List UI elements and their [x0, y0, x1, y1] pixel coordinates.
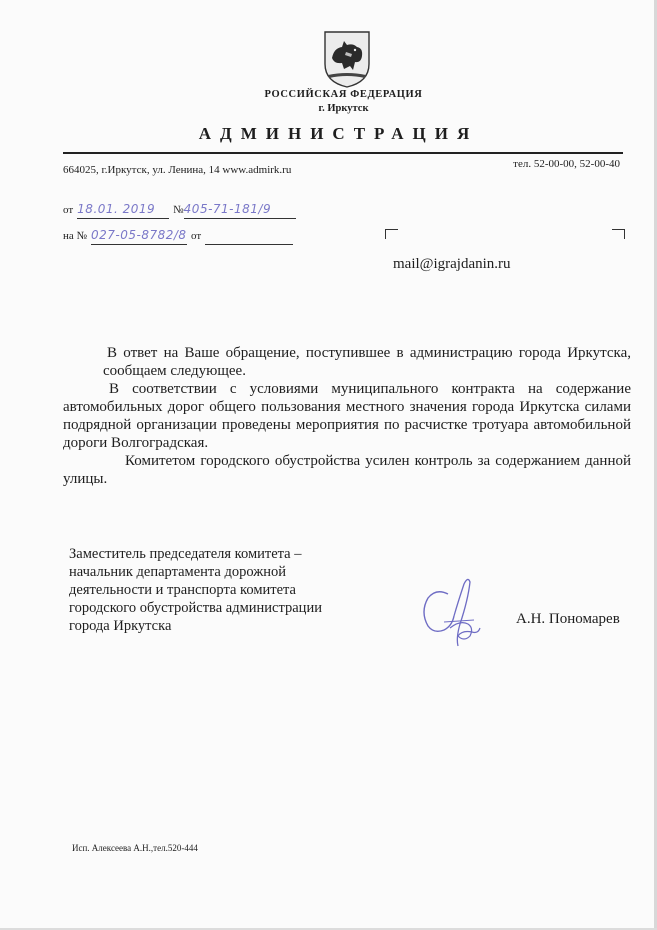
- reference-number-label: на №: [63, 230, 88, 242]
- signatory-position: [69, 545, 322, 635]
- body-paragraph: В ответ на Ваше обращение, поступившее в администрацию города Иркутска, сообщаем следующее.: [103, 345, 631, 379]
- position-line: начальник департамента дорожной: [69, 564, 287, 580]
- country-name: РОССИЙСКАЯ ФЕДЕРАЦИЯ: [264, 89, 423, 100]
- body-paragraph: Комитетом городского обустройства усилен контроль за содержанием данной улицы.: [63, 453, 631, 487]
- position-line: деятельности и транспорта комитета: [69, 582, 296, 598]
- reference-date-label: от: [191, 230, 202, 242]
- position-line: Заместитель председателя комитета –: [69, 546, 302, 562]
- body-paragraph: В соответствии с условиями муниципального контракта на содержание автомобильных дорог общего пользования местного значения города Иркутска силами подрядной организации проведены мероприятия по расчистке тротуара автомобильной дороги Волгоградская.: [63, 381, 631, 451]
- outgoing-date-field: [77, 200, 169, 219]
- number-label: №: [173, 204, 184, 216]
- date-label: от: [63, 204, 74, 216]
- reference-number-field: [91, 226, 187, 245]
- outgoing-number-field: [184, 200, 296, 219]
- organization-title: АДМИНИСТРАЦИЯ: [198, 124, 479, 143]
- outgoing-date: 18.01. 2019: [77, 202, 156, 216]
- organization-phone: тел. 52-00-00, 52-00-40: [513, 158, 620, 170]
- recipient-email: mail@igrajdanin.ru: [393, 256, 511, 272]
- signer-name: А.Н. Пономарев: [516, 611, 620, 627]
- reference-date-field: [205, 226, 293, 245]
- recipient-corner-right: [612, 229, 625, 239]
- recipient-corner-left: [385, 229, 398, 239]
- position-line: города Иркутска: [69, 618, 172, 634]
- header-divider: [63, 152, 623, 154]
- outgoing-registration-row: [63, 200, 296, 219]
- executor-info: Исп. Алексеева А.Н.,тел.520-444: [72, 843, 198, 853]
- position-line: городского обустройства администрации: [69, 600, 322, 616]
- organization-address: 664025, г.Иркутск, ул. Ленина, 14 www.admirk.ru: [63, 164, 292, 176]
- reference-number: 027-05-8782/8: [91, 228, 187, 242]
- city-name: г. Иркутск: [318, 103, 369, 114]
- coat-of-arms-icon: [322, 30, 372, 88]
- reference-registration-row: [63, 226, 293, 245]
- letter-body: [63, 344, 631, 488]
- handwritten-signature-icon: [414, 572, 486, 652]
- outgoing-number: 405-71-181/9: [183, 202, 272, 216]
